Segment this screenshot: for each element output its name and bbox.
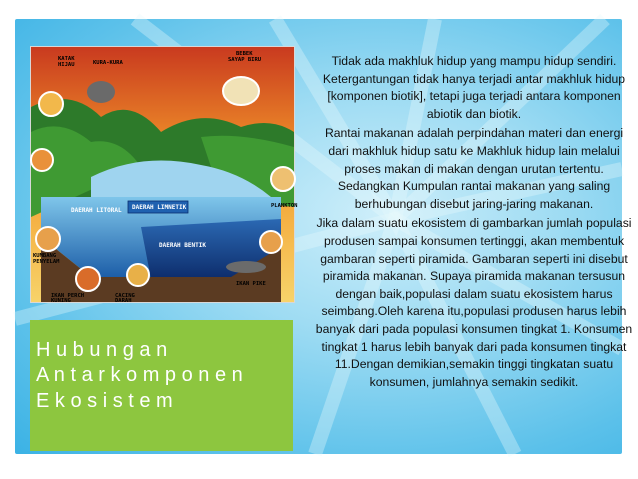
- svg-text:CACING: CACING: [115, 293, 135, 299]
- paragraph-2: Rantai makanan adalah perpindahan materi dan energi dari makhluk hidup satu ke Makhluk hidup lain melalui proses makan di makan dengan urutan tertentu. Sedangkan Kumpulan rantai makanan yang saling berhubungan disebut jaring-jaring makanan.: [324, 126, 624, 211]
- svg-text:KUNING: KUNING: [51, 298, 71, 304]
- label-litoral: DAERAH LITORAL: [71, 207, 122, 214]
- svg-text:DARAH: DARAH: [115, 298, 132, 304]
- label-limnetik: DAERAH LIMNETIK: [132, 204, 187, 211]
- svg-text:IKAN PERCH: IKAN PERCH: [51, 293, 85, 299]
- svg-text:KURA-KURA: KURA-KURA: [93, 60, 123, 66]
- svg-text:HIJAU: HIJAU: [58, 62, 75, 68]
- title-line-3: E k o s i s t e m: [36, 390, 173, 412]
- svg-text:BEBEK: BEBEK: [236, 51, 253, 57]
- title-line-2: A n t a r k o m p o n e n: [36, 364, 243, 386]
- body-text: [315, 53, 633, 391]
- slide-background: [15, 19, 633, 454]
- paragraph-1: Tidak ada makhluk hidup yang mampu hidup sendiri. Ketergantungan tidak hanya terjadi antar makhluk hidup [komponen biotik], tetapi juga terjadi antara komponen abiotik dan biotik.: [322, 54, 626, 121]
- lake-zones-diagram: [31, 47, 298, 304]
- svg-text:PENYELAM: PENYELAM: [33, 259, 60, 265]
- paragraph-3: Jika dalam suatu ekosistem di gambarkan jumlah populasi produsen sampai konsumen tertinggi, akan membentuk gambaran seperti piramida. Gambaran seperti ini disebut piramida makanan. Supaya piramida makanan tersusun dengan baik,populasi dalam suatu ekosistem harus seimbang.Oleh karena itu,populasi produsen harus lebih banyak dari pada populasi konsumen tingkat 1. Konsumen tingkat 1 harus lebih banyak dari pada konsumen tingkat 11.Dengan demikian,semakin tinggi tingkatan suatu konsumen, jumlahnya semakin sedikit.: [315, 216, 633, 389]
- title-line-1: H u b u n g a n: [36, 339, 168, 361]
- label-bentik: DAERAH BENTIK: [159, 242, 206, 249]
- svg-text:PLANKTON: PLANKTON: [271, 203, 298, 209]
- svg-text:SAYAP BIRU: SAYAP BIRU: [228, 57, 262, 63]
- svg-text:KUMBANG: KUMBANG: [33, 253, 57, 259]
- svg-text:IKAN PIKE: IKAN PIKE: [236, 281, 266, 287]
- svg-text:KATAK: KATAK: [58, 56, 75, 62]
- title-box: [30, 320, 293, 451]
- ecosystem-illustration: [30, 46, 298, 304]
